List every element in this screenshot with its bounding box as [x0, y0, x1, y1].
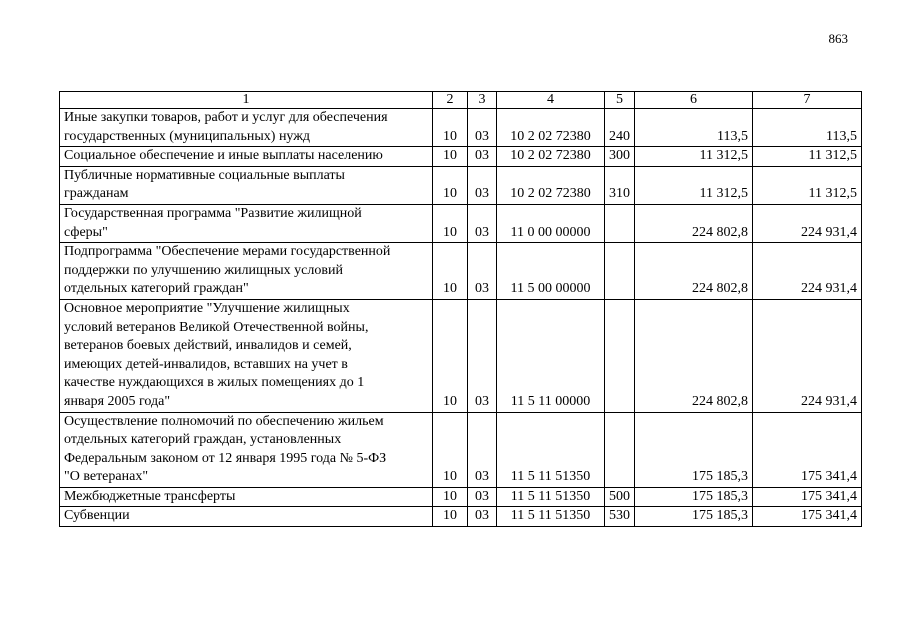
- row-subsection: 03: [468, 299, 497, 412]
- row-amount-year-2: 224 931,4: [753, 243, 862, 300]
- row-name-line: ветеранов боевых действий, инвалидов и семей,: [64, 338, 352, 354]
- row-amount-year-1: 224 802,8: [635, 204, 753, 242]
- row-amount-year-2: 224 931,4: [753, 204, 862, 242]
- row-expense-type: 300: [605, 147, 635, 167]
- row-amount-year-1: 224 802,8: [635, 299, 753, 412]
- row-name-line: Осуществление полномочий по обеспечению жильем: [64, 413, 384, 429]
- row-name: [60, 487, 433, 507]
- row-subsection: 03: [468, 147, 497, 167]
- row-name-line: поддержки по улучшению жилищных условий: [64, 262, 343, 278]
- row-target-article: 11 5 11 00000: [497, 299, 605, 412]
- row-section: 10: [433, 412, 468, 487]
- row-name-line: Социальное обеспечение и иные выплаты населению: [64, 148, 383, 164]
- header-col-7: 7: [753, 92, 862, 109]
- row-name: [60, 204, 433, 242]
- row-subsection: 03: [468, 109, 497, 147]
- table-row: [60, 147, 862, 167]
- row-name-line: государственных (муниципальных) нужд: [64, 128, 311, 144]
- row-name: [60, 412, 433, 487]
- row-name-line: Подпрограмма "Обеспечение мерами государственной: [64, 244, 391, 260]
- row-expense-type: [605, 412, 635, 487]
- header-col-3: 3: [468, 92, 497, 109]
- header-col-6: 6: [635, 92, 753, 109]
- row-name-line: качестве нуждающихся в жилых помещениях до 1: [64, 375, 365, 391]
- row-name-line: сферы": [64, 224, 108, 240]
- row-target-article: 11 5 11 51350: [497, 507, 605, 527]
- row-amount-year-1: 175 185,3: [635, 507, 753, 527]
- row-target-article: 10 2 02 72380: [497, 166, 605, 204]
- row-name-line: гражданам: [64, 186, 129, 202]
- row-expense-type: 240: [605, 109, 635, 147]
- row-amount-year-1: 175 185,3: [635, 487, 753, 507]
- page-number: 863: [828, 31, 848, 46]
- row-name: [60, 299, 433, 412]
- row-name: [60, 109, 433, 147]
- header-col-5: 5: [605, 92, 635, 109]
- row-section: 10: [433, 109, 468, 147]
- row-section: 10: [433, 243, 468, 300]
- row-subsection: 03: [468, 243, 497, 300]
- row-name-line: Иные закупки товаров, работ и услуг для обеспечения: [64, 110, 388, 125]
- row-amount-year-2: 175 341,4: [753, 412, 862, 487]
- row-expense-type: 500: [605, 487, 635, 507]
- row-name: [60, 243, 433, 300]
- row-target-article: 10 2 02 72380: [497, 147, 605, 167]
- row-amount-year-1: 11 312,5: [635, 147, 753, 167]
- row-subsection: 03: [468, 487, 497, 507]
- table-row: [60, 412, 862, 487]
- row-target-article: 10 2 02 72380: [497, 109, 605, 147]
- row-expense-type: [605, 243, 635, 300]
- row-target-article: 11 5 00 00000: [497, 243, 605, 300]
- table-row: [60, 166, 862, 204]
- row-name-line: отдельных категорий граждан, установленных: [64, 432, 342, 448]
- row-name: [60, 507, 433, 527]
- row-amount-year-2: 175 341,4: [753, 507, 862, 527]
- row-name-line: "О ветеранах": [64, 469, 149, 485]
- row-section: 10: [433, 147, 468, 167]
- row-name-line: Федеральным законом от 12 января 1995 года № 5-ФЗ: [64, 450, 387, 466]
- row-name: [60, 147, 433, 167]
- header-col-1: 1: [60, 92, 433, 109]
- row-name-line: имеющих детей-инвалидов, вставших на учет в: [64, 356, 348, 372]
- row-section: 10: [433, 507, 468, 527]
- row-name-line: условий ветеранов Великой Отечественной войны,: [64, 319, 369, 335]
- row-name-line: Субвенции: [64, 508, 130, 524]
- table-body: [60, 92, 862, 527]
- row-section: 10: [433, 204, 468, 242]
- budget-table: [59, 91, 862, 527]
- row-amount-year-2: 11 312,5: [753, 166, 862, 204]
- table-row: [60, 507, 862, 527]
- row-target-article: 11 5 11 51350: [497, 412, 605, 487]
- row-name-line: января 2005 года": [64, 393, 171, 409]
- row-amount-year-1: 113,5: [635, 109, 753, 147]
- row-subsection: 03: [468, 166, 497, 204]
- header-col-2: 2: [433, 92, 468, 109]
- row-expense-type: 530: [605, 507, 635, 527]
- row-amount-year-2: 113,5: [753, 109, 862, 147]
- row-subsection: 03: [468, 412, 497, 487]
- row-section: 10: [433, 166, 468, 204]
- row-name-line: Межбюджетные трансферты: [64, 488, 236, 504]
- row-expense-type: [605, 204, 635, 242]
- row-amount-year-2: 11 312,5: [753, 147, 862, 167]
- row-target-article: 11 5 11 51350: [497, 487, 605, 507]
- row-expense-type: 310: [605, 166, 635, 204]
- row-target-article: 11 0 00 00000: [497, 204, 605, 242]
- row-name: [60, 166, 433, 204]
- row-expense-type: [605, 299, 635, 412]
- row-subsection: 03: [468, 204, 497, 242]
- row-name-line: Публичные нормативные социальные выплаты: [64, 167, 345, 183]
- row-amount-year-1: 175 185,3: [635, 412, 753, 487]
- row-name-line: Государственная программа "Развитие жилищной: [64, 205, 362, 221]
- row-amount-year-1: 224 802,8: [635, 243, 753, 300]
- row-amount-year-1: 11 312,5: [635, 166, 753, 204]
- header-col-4: 4: [497, 92, 605, 109]
- row-amount-year-2: 175 341,4: [753, 487, 862, 507]
- table-row: [60, 487, 862, 507]
- row-name-line: Основное мероприятие "Улучшение жилищных: [64, 300, 350, 316]
- table-row: [60, 243, 862, 300]
- table-row: [60, 204, 862, 242]
- row-subsection: 03: [468, 507, 497, 527]
- row-section: 10: [433, 487, 468, 507]
- row-section: 10: [433, 299, 468, 412]
- row-amount-year-2: 224 931,4: [753, 299, 862, 412]
- table-row: [60, 109, 862, 147]
- row-name-line: отдельных категорий граждан": [64, 281, 249, 297]
- table-header-row: [60, 92, 862, 109]
- table-row: [60, 299, 862, 412]
